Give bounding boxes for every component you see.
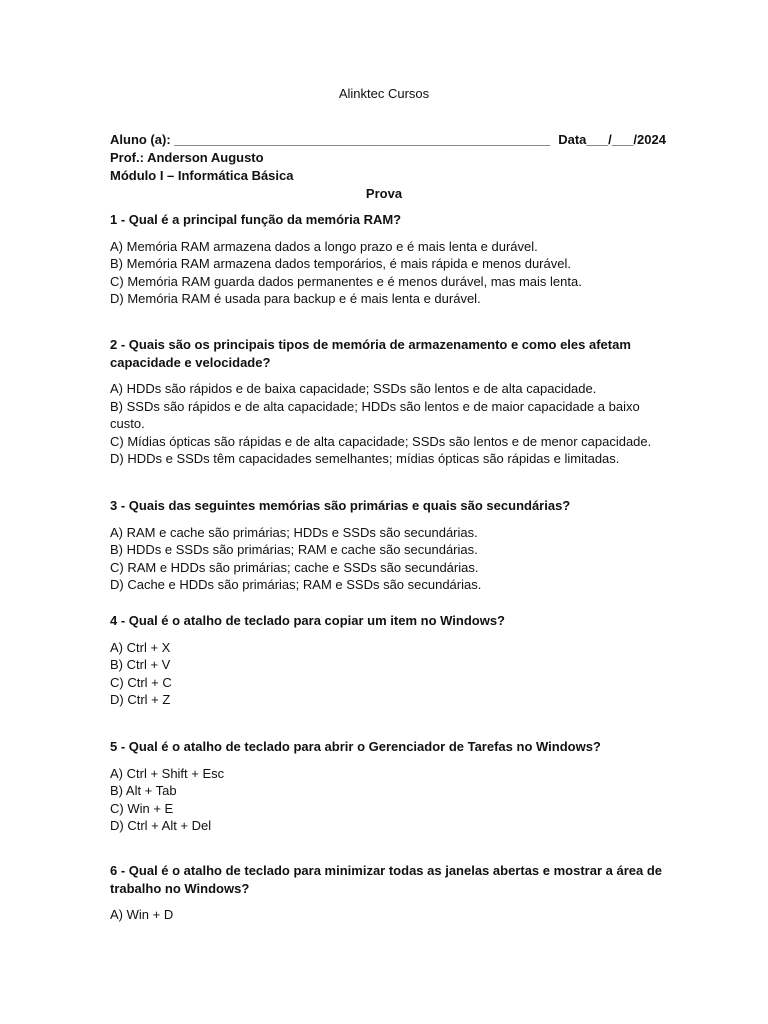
answer-option-d: D) Ctrl + Z [110, 692, 171, 707]
answer-option-b: B) HDDs e SSDs são primárias; RAM e cache são secundárias. [110, 542, 478, 557]
question-6 [110, 862, 670, 924]
answer-option-c: C) Memória RAM guarda dados permanentes e é menos durável, mas mais lenta. [110, 273, 582, 289]
answer-option-a: A) Win + D [110, 907, 174, 922]
answer-option-d: D) Cache e HDDs são primárias; RAM e SSDs são secundárias. [110, 577, 482, 592]
answer-option-a: A) RAM e cache são primárias; HDDs e SSDs são secundárias. [110, 524, 478, 540]
exam-header [110, 131, 670, 203]
date-field: Data___/___/2024 [558, 132, 666, 147]
question-title: 4 - Qual é o atalho de teclado para copiar um item no Windows? [110, 613, 506, 628]
professor-line: Prof.: Anderson Augusto [110, 150, 264, 165]
module-line: Módulo I – Informática Básica [110, 168, 294, 183]
answer-option-c: C) Win + E [110, 800, 174, 816]
answer-option-d: D) Memória RAM é usada para backup e é mais lenta e durável. [110, 291, 481, 306]
question-5 [110, 738, 670, 835]
answer-option-b: B) Memória RAM armazena dados temporários, é mais rápida e menos durável. [110, 256, 571, 271]
answer-option-b: B) Alt + Tab [110, 783, 177, 798]
answer-option-a: A) Ctrl + Shift + Esc [110, 765, 225, 781]
question-title: 1 - Qual é a principal função da memória RAM? [110, 212, 402, 227]
answer-option-c: C) RAM e HDDs são primárias; cache e SSDs são secundárias. [110, 559, 479, 575]
answer-option-d: D) Ctrl + Alt + Del [110, 818, 212, 833]
question-title: 3 - Quais das seguintes memórias são primárias e quais são secundárias? [110, 498, 571, 513]
student-name-field: Aluno (a): ____________________________________________________ [110, 132, 551, 147]
question-title: 2 - Quais são os principais tipos de memória de armazenamento e como eles afetam capacidade e velocidade? [110, 337, 631, 370]
answer-option-a: A) HDDs são rápidos e de baixa capacidade; SSDs são lentos e de alta capacidade. [110, 381, 597, 396]
question-2 [110, 336, 670, 468]
answer-option-a: A) Memória RAM armazena dados a longo prazo e é mais lenta e durável. [110, 238, 538, 254]
answer-option-d: D) HDDs e SSDs têm capacidades semelhantes; mídias ópticas são rápidas e limitadas. [110, 451, 620, 466]
answer-option-a: A) Ctrl + X [110, 639, 171, 655]
answer-option-c: C) Mídias ópticas são rápidas e de alta capacidade; SSDs são lentos e de menor capacidade. [110, 433, 652, 449]
answer-option-b: B) Ctrl + V [110, 657, 171, 672]
question-1 [110, 211, 670, 308]
question-4 [110, 612, 670, 709]
question-title: 6 - Qual é o atalho de teclado para minimizar todas as janelas abertas e mostrar a área de trabalho no Windows? [110, 863, 662, 896]
answer-option-c: C) Ctrl + C [110, 674, 172, 690]
question-3 [110, 497, 670, 594]
document-title: Alinktec Cursos [338, 86, 430, 101]
exam-label: Prova [365, 186, 403, 201]
question-title: 5 - Qual é o atalho de teclado para abrir o Gerenciador de Tarefas no Windows? [110, 739, 601, 754]
student-line [110, 131, 670, 149]
answer-option-b: B) SSDs são rápidos e de alta capacidade; HDDs são lentos e de maior capacidade a baixo custo. [110, 398, 640, 431]
